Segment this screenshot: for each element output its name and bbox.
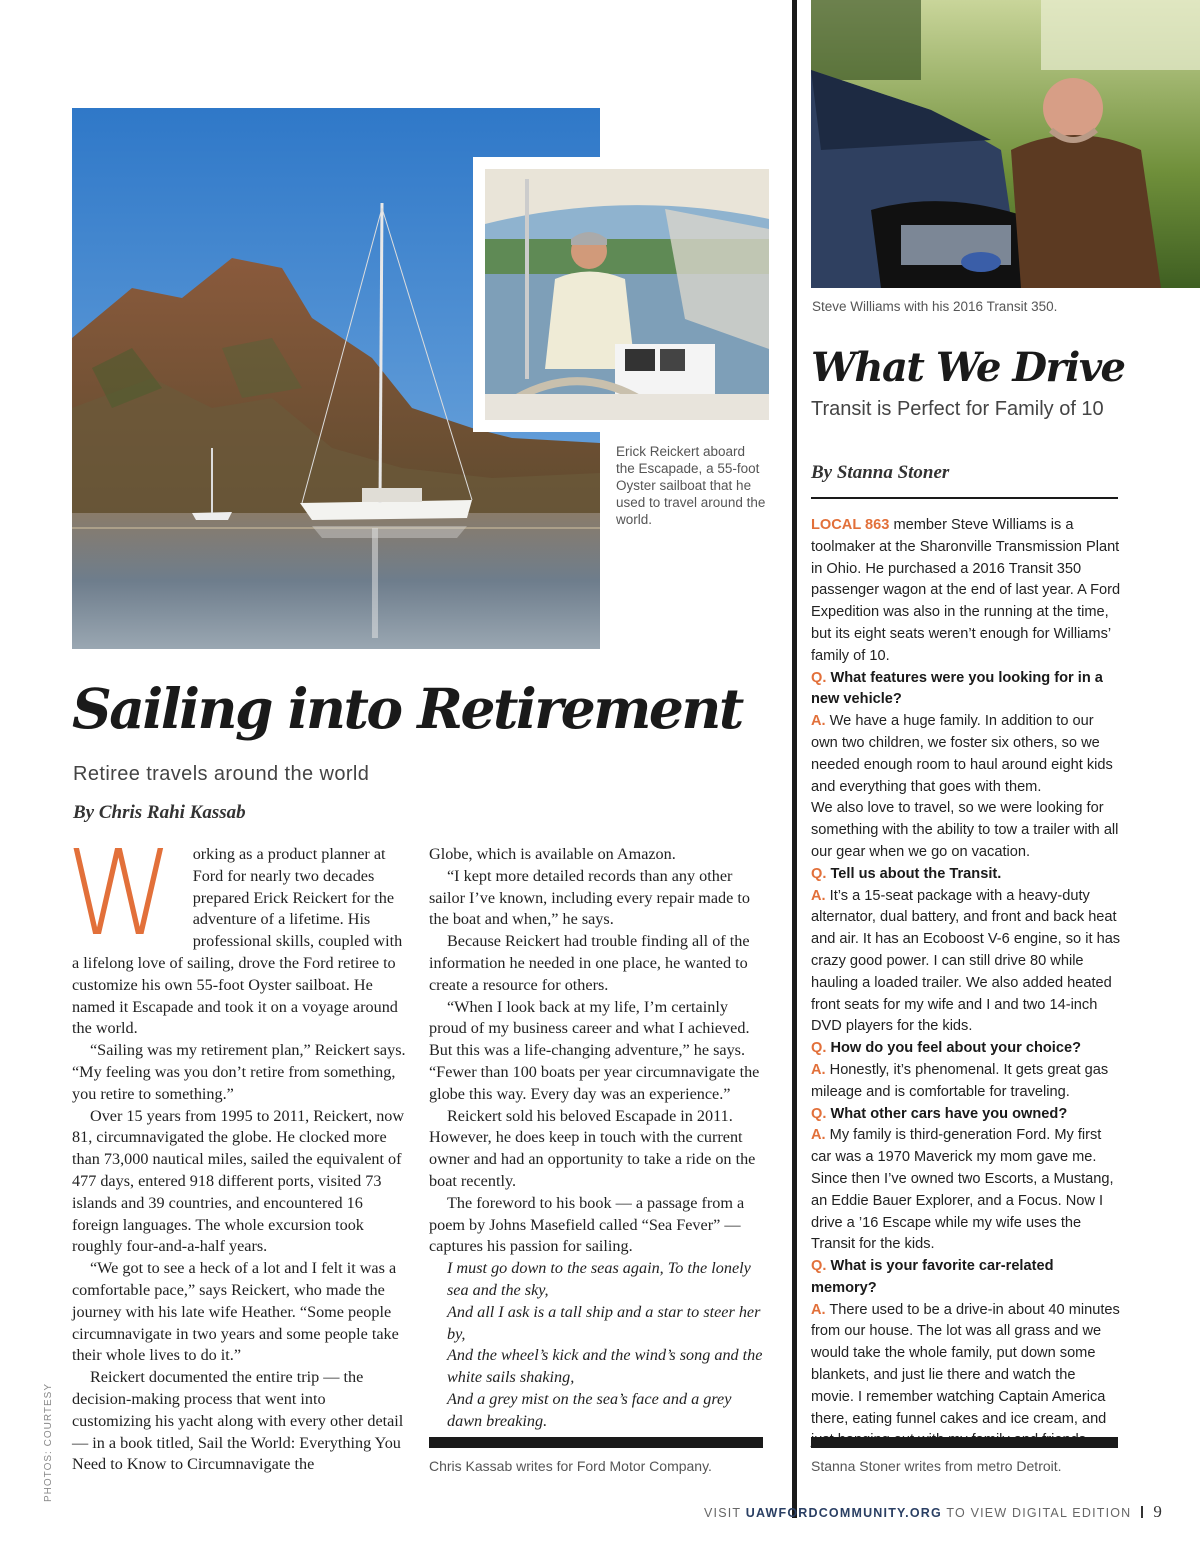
column-end-rule [811, 1437, 1118, 1448]
question: Q. What is your favorite car-related memory? [811, 1258, 1054, 1296]
article-column-2 [429, 844, 763, 1433]
answer: A. There used to be a drive-in about 40 minutes from our house. The lot was all grass and we would take the whole family, put down some blankets, and just lie there and watch the movie. I remember watching Captain America there, eating funnel cakes and ice cream, and [811, 1301, 1120, 1427]
question: Q. What features were you looking for in a new vehicle? [811, 669, 1103, 708]
inset-photo-caption: Erick Reickert aboard the Escapade, a 55-foot Oyster sailboat that he used to travel around the world. [616, 444, 766, 527]
poem-line: I must go down to the seas again, To the lonely sea and the sky, [447, 1259, 751, 1299]
qa-section [811, 515, 1121, 1452]
paragraph: “I kept more detailed records than any other sailor I’ve known, including every repair made to the boat and when,” he says. [429, 866, 750, 929]
article-title: Sailing into Retirement [72, 676, 742, 741]
article-byline: By Chris Rahi Kassab [73, 802, 246, 823]
paragraph: Over 15 years from 1995 to 2011, Reickert, now 81, circumnavigated the globe. He clocked more than 73,000 nautical miles, sailed the equivalent of 477 days, entered 918 different ports, visited 73 islands and 39 countries, and encountered 16 foreign languages. The whole excursion took roughly four-and-a-half years. [72, 1106, 405, 1256]
paragraph: “When I look back at my life, I’m certainly proud of my business career and what I achieved. But this was a life-changing adventure,” he says. “Fewer than 100 boats per year circumnavigate the globe this way. Every day was an experience.” [429, 997, 760, 1103]
question: Q. What other cars have you owned? [811, 1105, 1068, 1122]
answer: A. We have a huge family. In addition to our own two children, we foster six others, so we needed enough room to haul around eight kids and everything that goes with them. [811, 713, 1113, 795]
van-photo-caption: Steve Williams with his 2016 Transit 350. [812, 299, 1058, 314]
byline-rule [811, 497, 1118, 499]
photo-credit: PHOTOS: COURTESY [43, 1383, 54, 1502]
footer-separator [1141, 1506, 1143, 1518]
website-link[interactable]: UAWFORDCOMMUNITY.ORG [745, 1506, 942, 1520]
question: Q. Tell us about the Transit. [811, 865, 1002, 882]
paragraph: “Sailing was my retirement plan,” Reickert says. “My feeling was you don’t retire from something, you retire to something.” [72, 1041, 406, 1103]
paragraph: “We got to see a heck of a lot and I felt it was a comfortable pace,” says Reickert, who made the journey with his late wife Heather. “Some people circumnavigate in two years and some people take their whole lives to do it.” [72, 1259, 399, 1365]
answer-continued: We also love to travel, so we were looking for something with the ability to tow a trailer with all our gear when we go on vacation. [811, 800, 1119, 860]
section-byline: By Stanna Stoner [811, 462, 950, 483]
section-title: What We Drive [811, 344, 1125, 391]
erick-reickert-photo [473, 157, 781, 432]
poem-line: And a grey mist on the sea’s face and a grey dawn breaking. [447, 1389, 732, 1430]
poem-line: And the wheel’s kick and the wind’s song and the white sails shaking, [447, 1346, 763, 1387]
local-number: LOCAL 863 [811, 517, 890, 533]
page-number: 9 [1153, 1502, 1162, 1521]
answer: A. Honestly, it’s phenomenal. It gets great gas mileage and is comfortable for traveling. [811, 1061, 1109, 1100]
paragraph: The foreword to his book — a passage from a poem by Johns Masefield called “Sea Fever” — captures his passion for sailing. [429, 1193, 745, 1256]
author-note: Chris Kassab writes for Ford Motor Company. [429, 1458, 712, 1474]
page-footer: VISIT UAWFORDCOMMUNITY.ORG TO VIEW DIGITAL EDITION 9 [704, 1502, 1162, 1521]
article-column-1 [66, 824, 408, 1476]
paragraph: Because Reickert had trouble finding all of the information he needed in one place, he wanted to create a resource for others. [429, 932, 750, 994]
section-subtitle: Transit is Perfect for Family of 10 [811, 398, 1104, 420]
paragraph: Globe, which is available on Amazon. [429, 845, 676, 863]
paragraph: Reickert documented the entire trip — the decision-making process that went into customizing his yacht along with every other detail — in a book titled, Sail the World: Everything You Need to Know to Circumnavigate the [72, 1368, 404, 1474]
answer: A. It’s a 15-seat package with a heavy-duty alternator, dual battery, and front and back heat and air. It has an Ecoboost V-6 engine, so it has crazy good power. I can still drive 80 while hauling a loaded trailer. We also added heated front seats for my wife and I and two 14-inch DVD players for the kids. [811, 887, 1121, 1035]
question: Q. How do you feel about your choice? [811, 1040, 1082, 1057]
transit-van-photo [811, 0, 1200, 288]
intro-paragraph: LOCAL 863 member Steve Williams is a toolmaker at the Sharonville Transmission Plant in Ohio. He purchased a 2016 Transit 350 passenger wagon at the end of last year. A Ford Expedition was also in the running at the time, but its eight seats weren’t enough for Williams’ family of 10. [811, 517, 1121, 664]
paragraph: Reickert sold his beloved Escapade in 2011. However, he does keep in touch with the current owner and had an opportunity to take a ride on the boat recently. [429, 1106, 756, 1190]
author-note: Stanna Stoner writes from metro Detroit. [811, 1458, 1062, 1474]
column-end-rule [429, 1437, 763, 1448]
article-subtitle: Retiree travels around the world [73, 763, 370, 785]
column-divider [792, 0, 797, 1518]
drop-cap: W [66, 824, 174, 962]
paragraph: orking as a product planner at Ford for nearly two decades prepared Erick Reickert for the adventure of a lifetime. His professional skills, coupled with a lifelong love of sailing, drove the Ford retiree to customize his own 55-foot Oyster sailboat. He named it Escapade and took it on a voyage around the world. [72, 845, 403, 1038]
poem-line: And all I ask is a tall ship and a star to steer her by, [447, 1302, 761, 1343]
answer: A. My family is third-generation Ford. My first car was a 1970 Maverick my mom gave me. Since then I’ve owned two Escorts, a Mustang, an Eddie Bauer Explorer, and a Focus. Now I drive a ’16 Escape while my wife uses the Transit for the kids. [811, 1127, 1114, 1253]
